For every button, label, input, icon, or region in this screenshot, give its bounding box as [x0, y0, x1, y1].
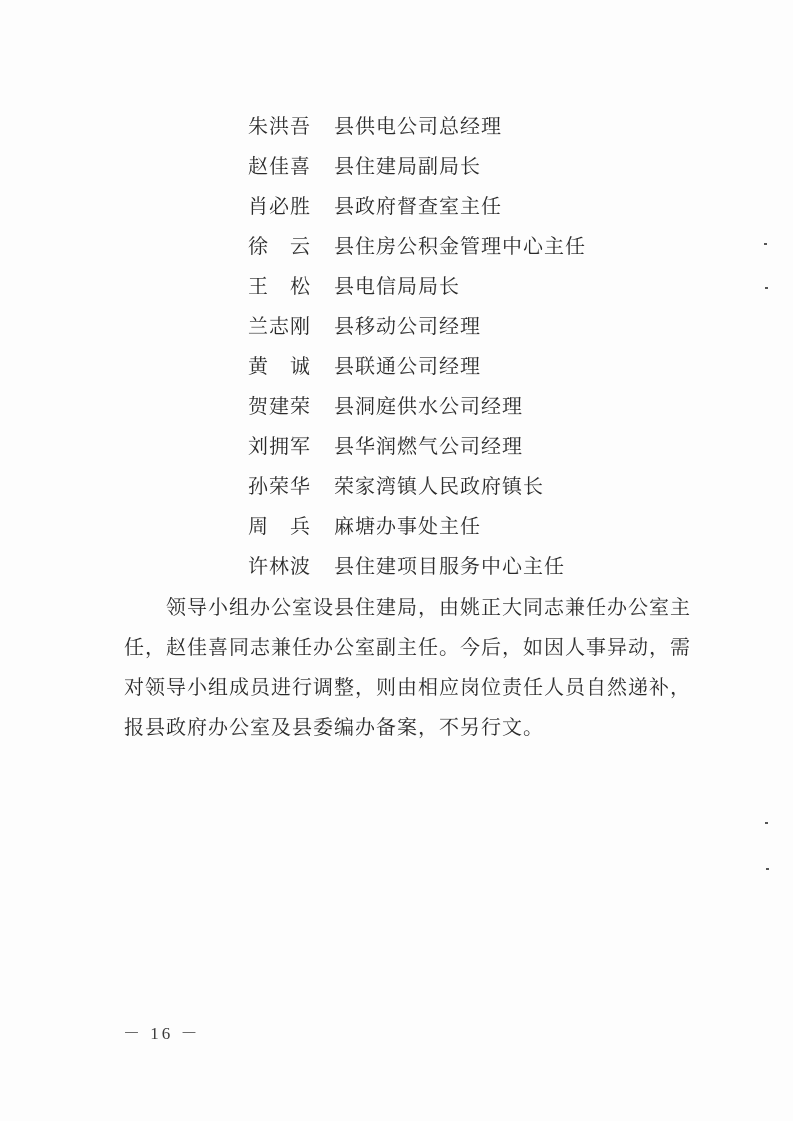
member-name: 王 松	[248, 273, 311, 298]
member-name: 刘拥军	[248, 433, 311, 458]
member-title: 县住建项目服务中心主任	[334, 553, 565, 578]
paragraph-line: 对领导小组成员进行调整，则由相应岗位责任人员自然递补，	[124, 675, 691, 699]
paragraph-line: 报县政府办公室及县委编办备案，不另行文。	[124, 715, 544, 739]
page-number: － 16 －	[123, 1024, 201, 1043]
member-row	[248, 104, 586, 144]
member-name: 孙荣华	[248, 473, 311, 498]
member-name: 兰志刚	[248, 313, 311, 338]
member-title: 县电信局局长	[334, 273, 460, 298]
scan-mark	[765, 822, 768, 824]
member-row	[248, 304, 586, 344]
member-row	[248, 144, 586, 184]
member-row	[248, 384, 586, 424]
member-title: 县住建局副局长	[334, 153, 481, 178]
member-name: 许林波	[248, 553, 311, 578]
member-name: 周 兵	[248, 513, 311, 538]
member-title: 县华润燃气公司经理	[334, 433, 523, 458]
member-title: 县住房公积金管理中心主任	[334, 233, 586, 258]
member-row	[248, 344, 586, 384]
member-row	[248, 224, 586, 264]
member-name: 朱洪吾	[248, 113, 311, 138]
member-title: 县供电公司总经理	[334, 113, 502, 138]
member-name: 徐 云	[248, 233, 311, 258]
member-row	[248, 464, 586, 504]
member-list	[248, 104, 586, 584]
body-paragraph	[124, 587, 690, 747]
member-title: 县移动公司经理	[334, 313, 481, 338]
member-row	[248, 184, 586, 224]
paragraph-line: 任，赵佳喜同志兼任办公室副主任。今后，如因人事异动，需	[124, 635, 691, 659]
member-row	[248, 544, 586, 584]
member-title: 县联通公司经理	[334, 353, 481, 378]
scan-mark	[765, 287, 768, 289]
member-title: 县洞庭供水公司经理	[334, 393, 523, 418]
scan-mark	[764, 243, 767, 245]
member-title: 麻塘办事处主任	[334, 513, 481, 538]
member-name: 贺建荣	[248, 393, 311, 418]
member-name: 黄 诚	[248, 353, 311, 378]
member-row	[248, 264, 586, 304]
member-name: 赵佳喜	[248, 153, 311, 178]
member-title: 荣家湾镇人民政府镇长	[334, 473, 544, 498]
member-row	[248, 504, 586, 544]
paragraph-line: 领导小组办公室设县住建局，由姚正大同志兼任办公室主	[166, 595, 691, 619]
scan-mark	[766, 868, 769, 870]
member-row	[248, 424, 586, 464]
member-name: 肖必胜	[248, 193, 311, 218]
member-title: 县政府督查室主任	[334, 193, 502, 218]
